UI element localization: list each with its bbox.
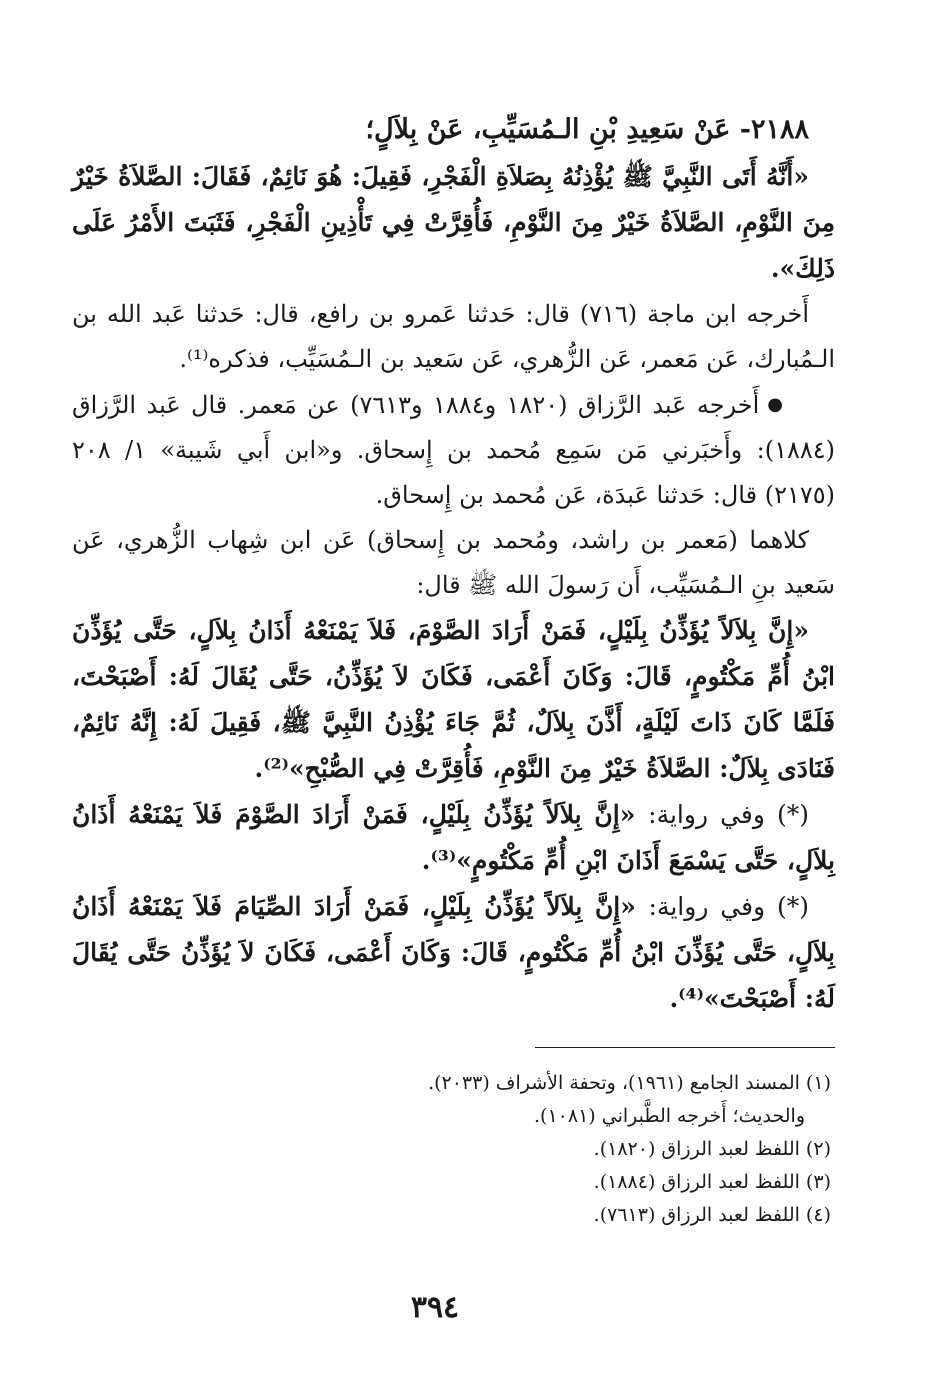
footnote-1-continuation: والحديث؛ أَخرجه الطَّبراني (١٠٨١). — [534, 1105, 805, 1127]
riwaya-1-label: (*) وفي رواية: — [648, 800, 809, 829]
isnad-paragraph: كلاهما (مَعمر بن راشد، ومُحمد بن إِسحاق) عَن ابن شِهاب الزُّهري، عَن سَعيد بنِ الـمُسَيِّب، أَن رَسولَ الله ﷺ قال: — [72, 526, 835, 599]
bullet-icon: ● — [767, 394, 784, 415]
footnote-4: (٤) اللفظ لعبد الرزاق (٧٦١٣). — [593, 1204, 831, 1226]
riwaya-2 — [72, 884, 835, 1022]
riwaya-2-text: «إِنَّ بِلاَلاً يُؤَذِّنُ بِلَيْلٍ، فَمَنْ أَرَادَ الصِّيَامَ فَلاَ يَمْنَعْهُ أَذَانُ بِلاَلٍ، حَتَّى يُؤَذِّنَ ابْنُ أُمِّ مَكْتُومٍ، قَالَ: وَكَانَ أَعْمَى، فَكَانَ لاَ يُؤَذِّنُ حَتَّى يُقَالَ لَهُ: أَصْبَحْتَ»⁽⁴⁾. — [72, 892, 835, 1013]
riwaya-1-text: «إِنَّ بِلاَلاً يُؤَذِّنُ بِلَيْلٍ، فَمَنْ أَرَادَ الصَّوْمَ فَلاَ يَمْنَعْهُ أَذَانُ بِلاَلٍ، حَتَّى يَسْمَعَ أَذَانَ ابْنِ أُمِّ مَكْتُومٍ»⁽³⁾. — [72, 800, 835, 875]
footnotes — [72, 1068, 831, 1233]
takhrij-abd-al-razzaq — [72, 382, 835, 518]
main-text — [72, 108, 835, 1022]
hadith-heading: ٢١٨٨- عَنْ سَعِيدِ بْنِ الـمُسَيِّبِ، عَنْ بِلاَلٍ؛ — [365, 114, 809, 145]
riwaya-2-label: (*) وفي رواية: — [648, 892, 809, 921]
footnote-divider — [535, 1047, 835, 1048]
riwaya-1 — [72, 792, 835, 884]
takhrij-ibn-majah: أَخرجه ابن ماجة (٧١٦) قال: حَدثنا عَمرو بن رافع، قال: حَدثنا عَبد الله بن الـمُبارك، عَن مَعمر، عَن الزُّهري، عَن سَعيد بن الـمُسَيِّب، فذكره⁽¹⁾. — [72, 300, 835, 373]
page-number: ٣٩٤ — [410, 1290, 460, 1325]
hadith-matn-2: «إِنَّ بِلاَلاً يُؤَذِّنُ بِلَيْلٍ، فَمَنْ أَرَادَ الصَّوْمَ، فَلاَ يَمْنَعْهُ أَذَانُ بِلاَلٍ، حَتَّى يُؤَذِّنَ ابْنُ أُمِّ مَكْتُومٍ، قَالَ: وَكَانَ أَعْمَى، فَكَانَ لاَ يُؤَذِّنُ، حَتَّى يُقَالَ لَهُ: أَصْبَحْتَ، فَلَمَّا كَانَ ذَاتَ لَيْلَةٍ، أَذَّنَ بِلاَلٌ، ثُمَّ جَاءَ يُؤْذِنُ النَّبِيَّ ﷺ، فَقِيلَ لَهُ: إِنَّهُ نَائِمٌ، فَنَادَى بِلاَلٌ: الصَّلاَةُ خَيْرٌ مِنَ النَّوْمِ، فَأُقِرَّتْ فِي الصُّبْحِ»⁽²⁾. — [72, 616, 835, 783]
footnote-1: (١) المسند الجامع (١٩٦١)، وتحفة الأشراف (٢٠٣٣). — [428, 1072, 831, 1094]
footnote-3: (٣) اللفظ لعبد الرزاق (١٨٨٤). — [593, 1171, 831, 1193]
footnote-2: (٢) اللفظ لعبد الرزاق (١٨٢٠). — [593, 1138, 831, 1160]
hadith-matn: «أَنَّهُ أَتَى النَّبِيَّ ﷺ يُؤْذِنُهُ بِصَلاَةِ الْفَجْرِ، فَقِيلَ: هُوَ نَائِمٌ، فَقَالَ: الصَّلاَةُ خَيْرٌ مِنَ النَّوْمِ، الصَّلاَةُ خَيْرٌ مِنَ النَّوْمِ، فَأُقِرَّتْ فِي تَأْذِينِ الْفَجْرِ، فَثَبَتَ الأَمْرُ عَلَى ذَلِكَ». — [72, 162, 835, 283]
takhrij-abd-al-razzaq-text: أَخرجه عَبد الرَّزاق (١٨٢٠ و١٨٨٤ و٧٦١٣) عن مَعمر. قال عَبد الرَّزاق (١٨٨٤): وأَخبَرني مَن سَمِع مُحمد بن إِسحاق. و«ابن أَبي شَيبة» ١/ ٢٠٨ (٢١٧٥) قال: حَدثنا عَبدَة، عَن مُحمد بن إِسحاق. — [72, 391, 835, 509]
